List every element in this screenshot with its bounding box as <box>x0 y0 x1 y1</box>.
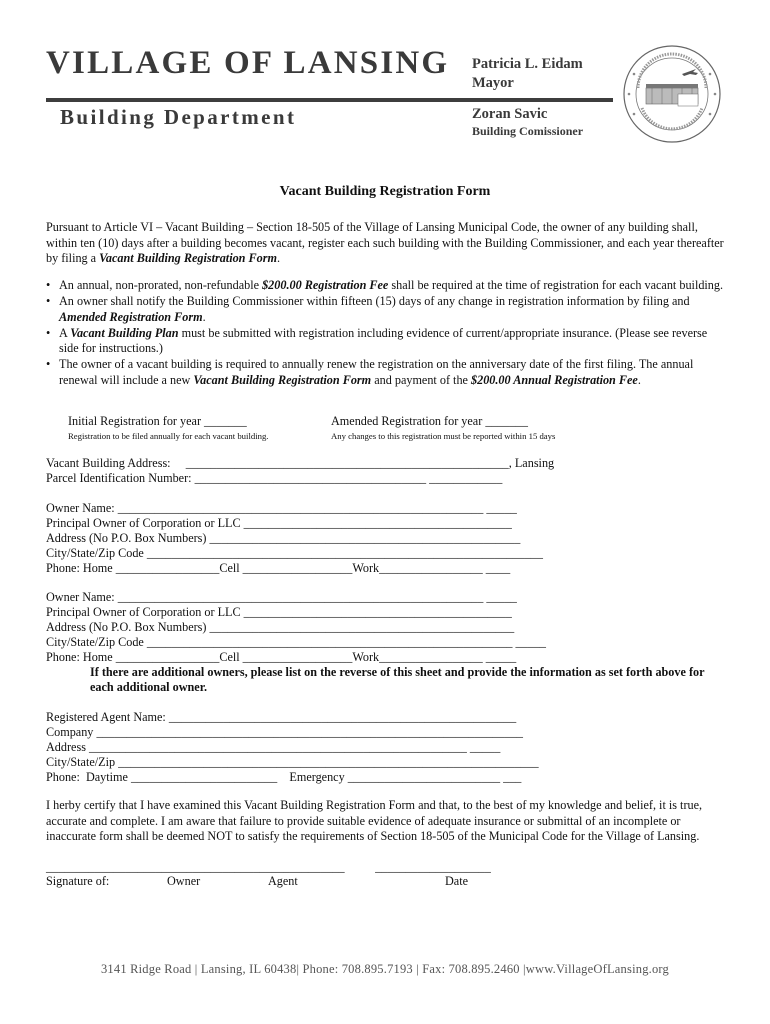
owner2-city-field[interactable]: City/State/Zip Code ____________________________________________________________ _____ <box>46 635 547 649</box>
list-item: • A Vacant Building Plan must be submitted with registration including evidence of current/appropriate insurance. (Please see reverse side for instructions.) <box>46 326 726 357</box>
owner1-name-field[interactable]: Owner Name: ____________________________________________________________ _____ <box>46 501 517 515</box>
signature-line[interactable]: _________________________________________________ ___________________ <box>46 860 491 874</box>
agent-company-field[interactable]: Company ______________________________________________________________________ <box>46 725 524 739</box>
owner1-city-field[interactable]: City/State/Zip Code _________________________________________________________________ <box>46 546 543 560</box>
owner1-phone-field[interactable]: Phone: Home _________________Cell __________________Work_________________ ____ <box>46 561 511 575</box>
village-title: VILLAGE OF LANSING <box>46 45 450 81</box>
owner2-principal-field[interactable]: Principal Owner of Corporation or LLC ____________________________________________ <box>46 605 512 619</box>
amended-registration-field[interactable]: Amended Registration for year _______ <box>331 414 528 428</box>
agent-address-field[interactable]: Address ______________________________________________________________ _____ <box>46 740 501 754</box>
department-name: Building Department <box>60 105 297 129</box>
amended-registration-note: Any changes to this registration must be reported within 15 days <box>331 431 556 441</box>
commissioner-title: Building Comissioner <box>472 124 584 138</box>
intro-paragraph: Pursuant to Article VI – Vacant Building – Section 18-505 of the Village of Lansing Municipal Code, the owner of any building shall, within ten (10) days after a building becomes vacant, register each such building with the Building Commissioner, and each year thereafter by filing a Vacant Building Registration Form. <box>46 220 724 266</box>
commissioner-name: Zoran Savic <box>472 106 548 122</box>
signature-agent-label: Agent <box>268 874 298 888</box>
vacant-building-address-field[interactable]: Vacant Building Address: _____________________________________________________, Lansing <box>46 456 555 470</box>
form-title: Vacant Building Registration Form <box>279 184 491 199</box>
certification-statement: I herby certify that I have examined this Vacant Building Registration Form and that, to the best of my knowledge and belief, it is true, accurate and complete. I am aware that failure to provide suitable evidence of adequate insurance or submittal of an incomplete or inaccurate form shall be deemed NOT to satisfy the requirements of Section 18-505 of the Municipal Code for the Village of Lansing. <box>46 798 703 844</box>
mayor-title: Mayor <box>472 75 514 91</box>
owner2-phone-field[interactable]: Phone: Home _________________Cell __________________Work_________________ _____ <box>46 650 517 664</box>
header-divider <box>46 98 613 102</box>
signature-date-label: Date <box>445 874 469 888</box>
additional-owners-note: If there are additional owners, please list on the reverse of this sheet and provide the information as set forth above for each additional owner. <box>90 665 705 694</box>
list-item: • An owner shall notify the Building Commissioner within fifteen (15) days of any change in registration information by filing and Amended Registration Form. <box>46 294 726 325</box>
initial-registration-note: Registration to be filed annually for each vacant building. <box>68 431 269 441</box>
owner1-principal-field[interactable]: Principal Owner of Corporation or LLC ____________________________________________ <box>46 516 512 530</box>
parcel-id-field[interactable]: Parcel Identification Number: ______________________________________ ____________ <box>46 471 503 485</box>
agent-phone-field[interactable]: Phone: Daytime ________________________ Emergency _________________________ ___ <box>46 770 522 784</box>
signature-owner-label: Owner <box>167 874 201 888</box>
list-item: • The owner of a vacant building is required to annually renew the registration on the anniversary date of the first filing. The annual renewal will include a new Vacant Building Registration Form and payment of the $200.00 Annual Registration Fee. <box>46 357 726 388</box>
list-item: • An annual, non-prorated, non-refundable $200.00 Registration Fee shall be required at the time of registration for each vacant building. <box>46 278 726 294</box>
agent-name-field[interactable]: Registered Agent Name: _________________________________________________________ <box>46 710 517 724</box>
footer-contact: 3141 Ridge Road | Lansing, IL 60438| Phone: 708.895.7193 | Fax: 708.895.2460 |www.VillageOfLansing.org <box>100 962 670 976</box>
owner1-address-field[interactable]: Address (No P.O. Box Numbers) ___________________________________________________ <box>46 531 521 545</box>
agent-city-field[interactable]: City/State/Zip _____________________________________________________________________ <box>46 755 539 769</box>
village-seal-icon <box>622 44 722 144</box>
mayor-name: Patricia L. Eidam <box>472 56 583 72</box>
signature-label: Signature of: <box>46 874 110 888</box>
owner2-name-field[interactable]: Owner Name: ____________________________________________________________ _____ <box>46 590 517 604</box>
owner2-address-field[interactable]: Address (No P.O. Box Numbers) __________________________________________________ <box>46 620 515 634</box>
initial-registration-field[interactable]: Initial Registration for year _______ <box>68 414 247 428</box>
requirements-list <box>46 278 726 389</box>
